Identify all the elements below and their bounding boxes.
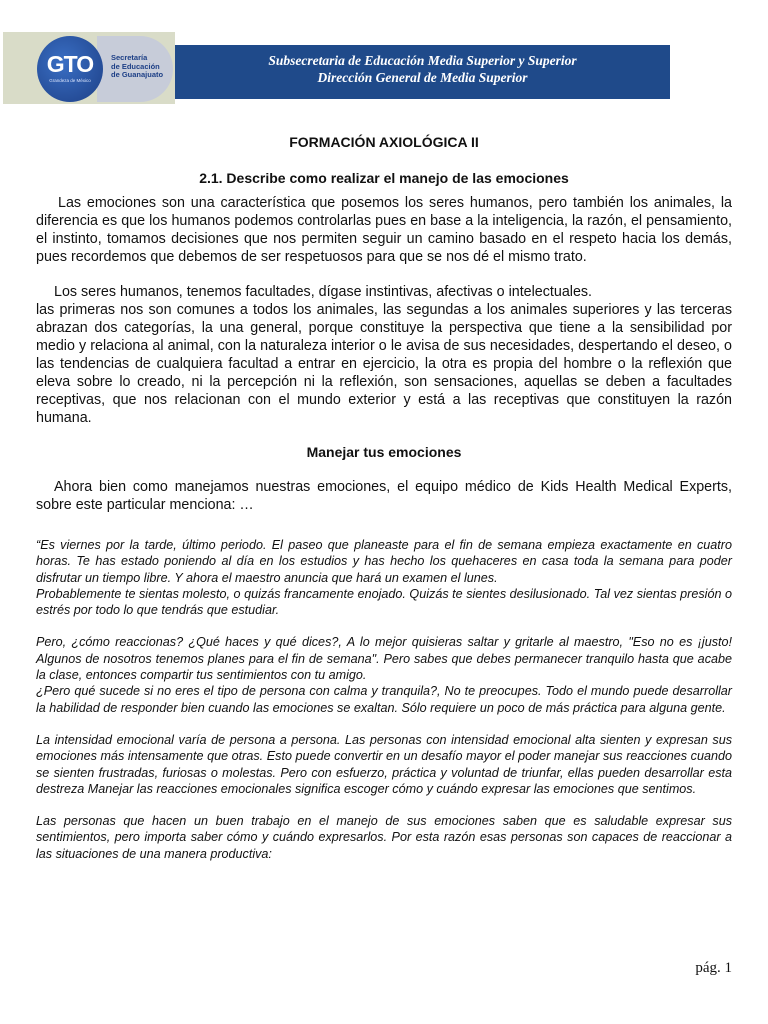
quote-paragraph: ¿Pero qué sucede si no eres el tipo de persona con calma y tranquila?, No te preocupes. Todo el mundo puede desarrollar la habilidad de responder bien cuando las emociones se exaltan. Sólo requiere un poco de más práctica para alguna gente. [36, 684, 732, 715]
document-subtitle: 2.1. Describe como realizar el manejo de las emociones [199, 170, 569, 186]
quote-paragraph: Probablemente te sientas molesto, o quizás francamente enojado. Quizás te sientes desilusionado. Tal vez sientas presión o estrés por todo lo que tendrás que estudiar. [36, 586, 732, 618]
logo-subtext: Grandeza de México [49, 78, 91, 83]
paragraph: Los seres humanos, tenemos facultades, dígase instintivas, afectivas o intelectuales. [54, 284, 593, 300]
logo-org-text [111, 54, 163, 80]
quote-paragraph: Pero, ¿cómo reaccionas? ¿Qué haces y qué dices?, A lo mejor quisieras saltar y gritarle al maestro, "Eso no es ¡justo! Algunos de nosotros tenemos planes para el fin de semana". Pero sabes que debes permanecer tranquilo hasta que acabe la clase, entonces compartir tus sentimientos con tu amigo. [36, 635, 732, 683]
paragraph: Las emociones son una característica que posemos los seres humanos, pero también los animales, la diferencia es que los humanos podemos controlarlas pues en base a la inteligencia, la razón, el pensamiento, el instinto, tomamos decisiones que nos permiten seguir un camino basado en el respeto hacia los demás, pues recordemos que debemos de ser respetuosos para que se nos dé el mismo trato. [36, 195, 732, 265]
logo-block [3, 32, 175, 104]
document-body [36, 134, 732, 862]
paragraph: Ahora bien como manejamos nuestras emociones, el equipo médico de Kids Health Medical Experts, sobre este particular menciona: … [36, 479, 732, 513]
paragraph: las primeras nos son comunes a todos los animales, las segundas a los animales superiores y las terceras abrazan dos categorías, la una general, porque constituye la perspectiva que tiene a la sensibilidad por medio y relaciona al animal, con la naturaleza interior o le avisa de sus necesidades, despertando el deseo, o las tendencias de cualquiera facultad a entrar en ejercicio, la otra es propia del hombre o la reflexión que eleva sobre lo creado, ni la percepción ni la reflexión, son sensaciones, aquellas se deben a facultades receptivas, que nos relacionan con el mundo exterior y está a las receptivas que constituyen la razón humana. [36, 302, 732, 426]
quote-paragraph: La intensidad emocional varía de persona a persona. Las personas con intensidad emocional alta sienten y expresan sus emociones más intensamente que otras. Esto puede convertir en un desafío mayor el poder manejar sus reacciones cuando se sienten frustradas, furiosas o molestas. Pero con esfuerzo, práctica y voluntad de triunfar, ellas pueden desarrollar esta destreza Manejar las reacciones emocionales significa escoger cómo y cuándo expresar las emociones que sentimos. [36, 732, 732, 796]
logo-org-line: Secretaría [111, 53, 148, 62]
gto-logo [37, 36, 103, 102]
page-number: pág. 1 [695, 960, 732, 976]
logo-text: GTO [46, 51, 94, 77]
banner-line-2: Dirección General de Media Superior [317, 70, 528, 85]
logo-org-line: de Guanajuato [111, 70, 164, 79]
quote-paragraph: “Es viernes por la tarde, último periodo. El paseo que planeaste para el fin de semana empieza exactamente en cuatro horas. Te has estado poniendo al día en los estudios y has hecho los quehaceres en casa toda la semana para poder disfrutar un tiempo libre. Y ahora el maestro anuncia que hará un examen el lunes. [36, 538, 732, 585]
banner-line-1: Subsecretaria de Educación Media Superior y Superior [268, 53, 577, 68]
header-banner [175, 45, 670, 99]
quote-paragraph: Las personas que hacen un buen trabajo en el manejo de sus emociones saben que es saludable expresar sus sentimientos, pero importa saber cómo y cuándo expresarlos. Por esta razón esas personas son capaces de reaccionar a las situaciones de una manera productiva: [36, 814, 732, 861]
logo-org-line: de Educación [111, 61, 160, 71]
page-header [3, 32, 668, 104]
document-title: FORMACIÓN AXIOLÓGICA II [289, 134, 479, 150]
section-title: Manejar tus emociones [306, 444, 462, 460]
